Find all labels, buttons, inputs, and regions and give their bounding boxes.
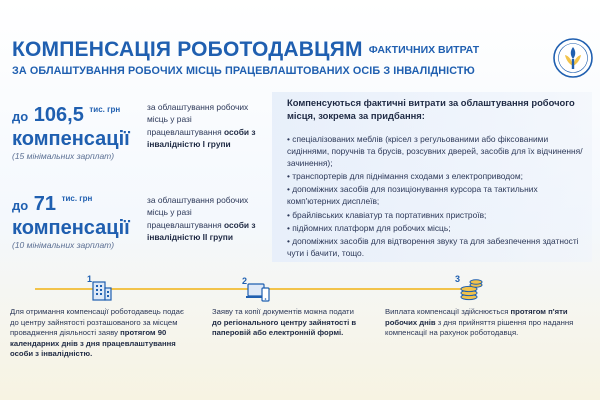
title-main: КОМПЕНСАЦІЯ РОБОТОДАВЦЯМ	[12, 38, 363, 61]
step-number: 3	[455, 274, 461, 284]
step-text-plain: Заяву та копії документів можна подати	[212, 307, 354, 316]
devices-icon	[246, 278, 270, 304]
step-text-bold: протягом п'яти робочих днів	[385, 307, 568, 327]
step-1-text	[10, 307, 186, 360]
amount-prefix: до	[12, 198, 29, 213]
list-item: • спеціалізованих меблів (крісел з регульованими або фіксованими сидіннями, поручнів та брусів, розсувних дверей, засобів для їх відчинення/зачинення);	[287, 134, 583, 169]
amount-unit: тис. грн	[89, 105, 121, 114]
amount-value: 106,5	[33, 104, 84, 126]
step-text-bold: протягом 90 календарних днів з дня працевлаштування особи з інвалідністю.	[10, 328, 176, 359]
step-text-bold: до регіонального центру зайнятості в паперовій або електронній формі.	[212, 317, 357, 338]
header	[12, 38, 532, 77]
list-item: • допоміжних засобів для позиціонування курсора та тактильних комп'ютерних дисплеїв;	[287, 184, 538, 207]
page-subtitle: ЗА ОБЛАШТУВАННЯ РОБОЧИХ МІСЦЬ ПРАЦЕВЛАШТОВАНИХ ОСІБ З ІНВАЛІДНІСТЮ	[12, 65, 475, 77]
group-2-description	[147, 194, 265, 243]
step-3-text	[385, 307, 590, 339]
amount-note: (15 мінімальних зарплат)	[12, 151, 115, 161]
list-item: • брайлівських клавіатур та портативних пристроїв;	[287, 209, 487, 220]
list-item: • допоміжних засобів для відтворення звуку та для забезпечення здатності чути і бачити, тощо.	[287, 235, 579, 258]
amount-word: компенсації	[12, 128, 130, 150]
desc-plain: за облаштування робочих місць у разі працевлаштування	[147, 102, 249, 137]
step-number: 1	[87, 274, 93, 284]
step-number: 2	[242, 276, 248, 286]
compensation-amount-group-2	[12, 188, 142, 250]
title-inline: ФАКТИЧНИХ ВИТРАТ	[368, 44, 480, 56]
step-text-plain: Для отримання компенсації роботодавець подає до центру зайнятості розташованого за місцем провадження діяльності заяву	[10, 307, 184, 338]
page-title	[12, 38, 532, 62]
list-item: • транспортерів для піднімання сходами з електроприводом;	[287, 171, 523, 182]
employment-service-logo-icon	[553, 38, 593, 78]
group-1-description	[147, 101, 265, 150]
expenses-list	[287, 133, 590, 260]
step-text-tail: з дня прийняття рішення про надання компенсації на рахунок роботодавця.	[385, 317, 574, 338]
amount-prefix: до	[12, 109, 29, 124]
desc-plain: за облаштування робочих місць у разі працевлаштування	[147, 195, 249, 230]
amount-value: 71	[33, 193, 57, 215]
amount-word: компенсації	[12, 217, 130, 239]
building-icon	[90, 276, 114, 302]
step-2-text	[212, 307, 362, 339]
step-text-plain: Виплата компенсації здійснюється	[385, 307, 511, 316]
desc-bold: особи з інвалідністю ІІ групи	[147, 219, 256, 242]
compensation-amount-group-1	[12, 99, 142, 161]
coins-icon	[459, 276, 483, 302]
expenses-heading: Компенсуються фактичні витрати за облаштування робочого місця, зокрема за придбання:	[287, 97, 575, 121]
list-item: • підйомних платформ для робочих місць;	[287, 222, 451, 233]
amount-note: (10 мінімальних зарплат)	[12, 240, 115, 250]
desc-bold: особи з інвалідністю І групи	[147, 126, 256, 149]
amount-unit: тис. грн	[61, 194, 93, 203]
